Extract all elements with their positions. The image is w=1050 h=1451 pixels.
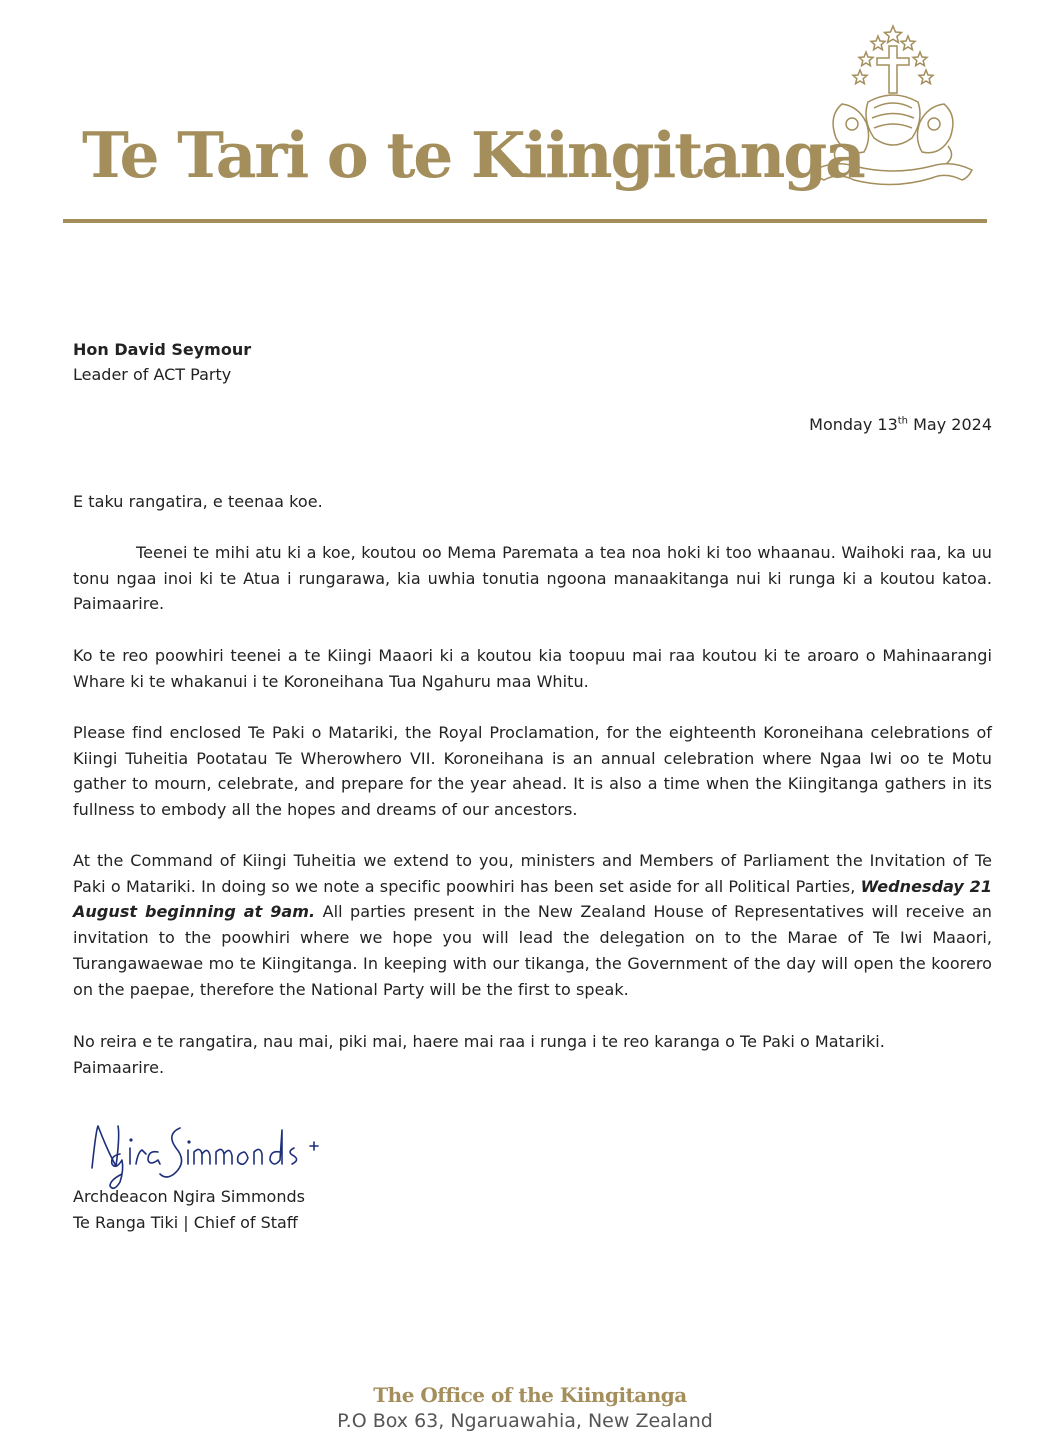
signatory-title: Te Ranga Tiki | Chief of Staff: [73, 1213, 298, 1232]
date-rest: May 2024: [908, 415, 992, 434]
recipient-name: Hon David Seymour: [73, 340, 252, 359]
footer-office-name: The Office of the Kiingitanga: [373, 1383, 687, 1407]
recipient-role: Leader of ACT Party: [73, 365, 232, 384]
date-suffix: th: [897, 415, 909, 427]
command-text-start: At the Command of Kiingi Tuheitia we extend to you, ministers and Members of Parliament the Invitation of Te Paki o Matariki. In doing so we note a specific poowhiri has been set aside for all Political Parties,: [73, 851, 992, 896]
kiingitanga-crest-logo: [808, 22, 978, 197]
paragraph-invitation-reo: Ko te reo poowhiri teenei a te Kiingi Maaori ki a koutou kia toopuu mai raa koutou ki te aroaro o Mahinaarangi Whare ki te whakanui i te Koroneihana Tua Ngahuru maa Whitu.: [73, 646, 992, 691]
letterhead-divider: [63, 219, 987, 223]
closing-line: No reira e te rangatira, nau mai, piki mai, haere mai raa i runga i te reo karanga o Te Paki o Matariki.: [73, 1032, 885, 1051]
paragraph-greeting: Teenei te mihi atu ki a koe, koutou oo Mema Paremata a tea noa hoki ki too whaanau. Waihoki raa, ka uu tonu ngaa inoi ki te Atua i rungarawa, kia uwhia tonutia ngoona manaakitanga nui ki runga ki a koutou katoa. Paimaarire.: [73, 543, 992, 614]
paragraph-proclamation: Please find enclosed Te Paki o Matariki, the Royal Proclamation, for the eighteenth Koroneihana celebrations of Kiingi Tuheitia Pootatau Te Wherowhero VII. Koroneihana is an annual celebration where Ngaa Iwi oo te Motu gather to mourn, celebrate, and prepare for the year ahead. It is also a time when the Kiingitanga gathers in its fullness to embody all the hopes and dreams of our ancestors.: [73, 723, 992, 820]
letterhead-title: Te Tari o te Kiingitanga: [82, 118, 864, 192]
salutation: E taku rangatira, e teenaa koe.: [73, 492, 323, 511]
closing-blessing: Paimaarire.: [73, 1058, 165, 1077]
letter-date: [809, 412, 992, 438]
signatory-name: Archdeacon Ngira Simmonds: [73, 1187, 305, 1206]
date-day: Monday 13: [809, 415, 898, 434]
event-date-time: Wednesday 21 August beginning at 9am.: [73, 876, 992, 922]
paragraph-command: [73, 848, 992, 1002]
command-text-end: All parties present in the New Zealand House of Representatives will receive an invitation to the poowhiri where we hope you will lead the delegation on to the Marae of Te Iwi Maaori, Turangawaewae mo te Kiingitanga. In keeping with our tikanga, the Government of the day will open the koorero on the paepae, therefore the National Party will be the first to speak.: [73, 902, 992, 999]
footer-address: P.O Box 63, Ngaruawahia, New Zealand: [337, 1410, 713, 1432]
